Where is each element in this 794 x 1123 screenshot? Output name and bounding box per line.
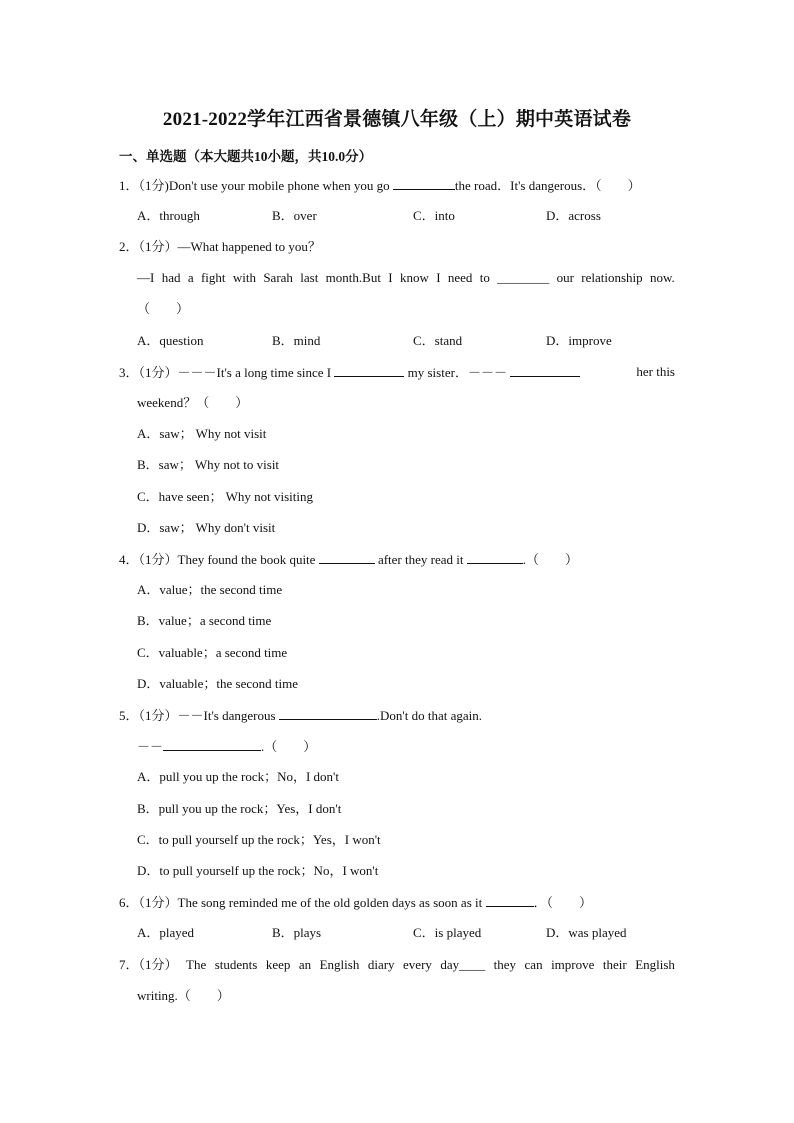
answer-blank [510, 364, 580, 377]
word: improve [551, 957, 595, 972]
question-text: my sister．－－－ [404, 365, 511, 380]
option-a[interactable]: A．question [137, 333, 204, 348]
word: diary [367, 957, 395, 972]
option-d[interactable]: D．across [546, 208, 601, 223]
word: a [187, 270, 194, 285]
answer-blank [393, 177, 455, 190]
question-7-line-2: writing.（ ） [137, 988, 230, 1003]
question-text: ．（ ） [533, 895, 593, 910]
answer-blank [486, 894, 534, 907]
word-with-blank: day____ [440, 957, 486, 972]
option-c[interactable]: C．stand [413, 333, 463, 348]
option-d[interactable]: D．improve [546, 333, 612, 348]
word: to [479, 270, 490, 285]
word: English [635, 957, 675, 972]
question-4 [119, 551, 675, 568]
question-2 [119, 239, 675, 255]
word: last [300, 270, 319, 285]
question-text: They found the book quite [177, 552, 319, 567]
question-3 [119, 364, 675, 381]
option-d[interactable]: D．to pull yourself up the rock；No，I won't [137, 863, 379, 878]
question-text: .Don't do that again. [376, 708, 483, 723]
question-5 [119, 707, 675, 724]
option-a[interactable]: A．saw； Why not visit [137, 426, 267, 441]
word: month.But [325, 270, 381, 285]
option-c[interactable]: C．have seen； Why not visiting [137, 489, 313, 504]
word: need [447, 270, 473, 285]
question-text: －－It's dangerous [177, 708, 279, 723]
answer-blank [467, 551, 523, 564]
question-text: The song reminded me of the old golden days as soon as it [177, 895, 486, 910]
answer-blank [163, 738, 261, 751]
word: I [388, 270, 393, 285]
word: relationship [581, 270, 643, 285]
option-b[interactable]: B．value；a second time [137, 613, 272, 628]
word: can [524, 957, 543, 972]
question-1 [119, 177, 675, 194]
answer-blank: ________ [497, 270, 550, 285]
question-text: .（ ） [261, 739, 317, 754]
question-number: 4．（1分） [119, 552, 178, 567]
option-c[interactable]: C．valuable；a second time [137, 645, 288, 660]
word: students [214, 957, 258, 972]
question-5-line-2 [137, 738, 675, 755]
option-a[interactable]: A．pull you up the rock；No，I don't [137, 769, 340, 784]
word: they [493, 957, 517, 972]
answer-blank [279, 707, 377, 720]
word: fight [200, 270, 226, 285]
option-a[interactable]: A．value；the second time [137, 582, 283, 597]
answer-blank [319, 551, 375, 564]
option-d[interactable]: D．saw； Why don't visit [137, 520, 276, 535]
question-6 [119, 894, 675, 911]
question-number: 3．（1分） [119, 365, 178, 380]
question-2-line-2 [137, 270, 675, 286]
word: every [403, 957, 432, 972]
question-text: her this [636, 364, 675, 379]
question-text: —What happened to you？ [177, 239, 321, 254]
word: I [436, 270, 441, 285]
word: English [319, 957, 360, 972]
question-text: －－－It's a long time since I [177, 365, 335, 380]
option-d[interactable]: D．was played [546, 925, 627, 940]
answer-blank [334, 364, 404, 377]
word: know [399, 270, 429, 285]
question-number: 1．（1分) [119, 178, 169, 193]
option-b[interactable]: B．pull you up the rock；Yes，I don't [137, 801, 342, 816]
word: their [602, 957, 627, 972]
option-d[interactable]: D．valuable；the second time [137, 676, 299, 691]
exam-title: 2021-2022学年江西省景德镇八年级（上）期中英语试卷 [162, 109, 632, 130]
word: keep [265, 957, 291, 972]
word: an [298, 957, 312, 972]
option-b[interactable]: B．mind [272, 333, 321, 348]
question-text: .（ ） [522, 552, 578, 567]
question-3-line-2: weekend？（ ） [137, 395, 249, 410]
section-heading: 一、单选题（本大题共10小题，共10.0分） [119, 149, 373, 164]
word: our [556, 270, 574, 285]
question-7 [119, 957, 675, 973]
question-2-line-3: （ ） [137, 301, 190, 316]
question-text: the road．It's dangerous．（ ） [454, 178, 641, 193]
question-number: 7．（1分） [119, 957, 178, 972]
option-a[interactable]: A．played [137, 925, 195, 940]
question-text: Don't use your mobile phone when you go [168, 178, 393, 193]
question-text: －－ [137, 739, 164, 754]
option-c[interactable]: C．to pull yourself up the rock；Yes，I won't [137, 832, 381, 847]
word: now. [650, 270, 675, 285]
word: with [232, 270, 256, 285]
question-number: 6．（1分） [119, 895, 178, 910]
word: The [186, 957, 207, 972]
word: Sarah [263, 270, 293, 285]
option-b[interactable]: B．saw； Why not to visit [137, 457, 280, 472]
question-number: 2．（1分） [119, 239, 178, 254]
option-c[interactable]: C．into [413, 208, 455, 223]
word: —I [137, 270, 155, 285]
option-b[interactable]: B．plays [272, 925, 322, 940]
option-c[interactable]: C．is played [413, 925, 482, 940]
option-b[interactable]: B．over [272, 208, 317, 223]
question-number: 5．（1分） [119, 708, 178, 723]
option-a[interactable]: A．through [137, 208, 200, 223]
question-text: after they read it [374, 552, 467, 567]
word: had [161, 270, 181, 285]
